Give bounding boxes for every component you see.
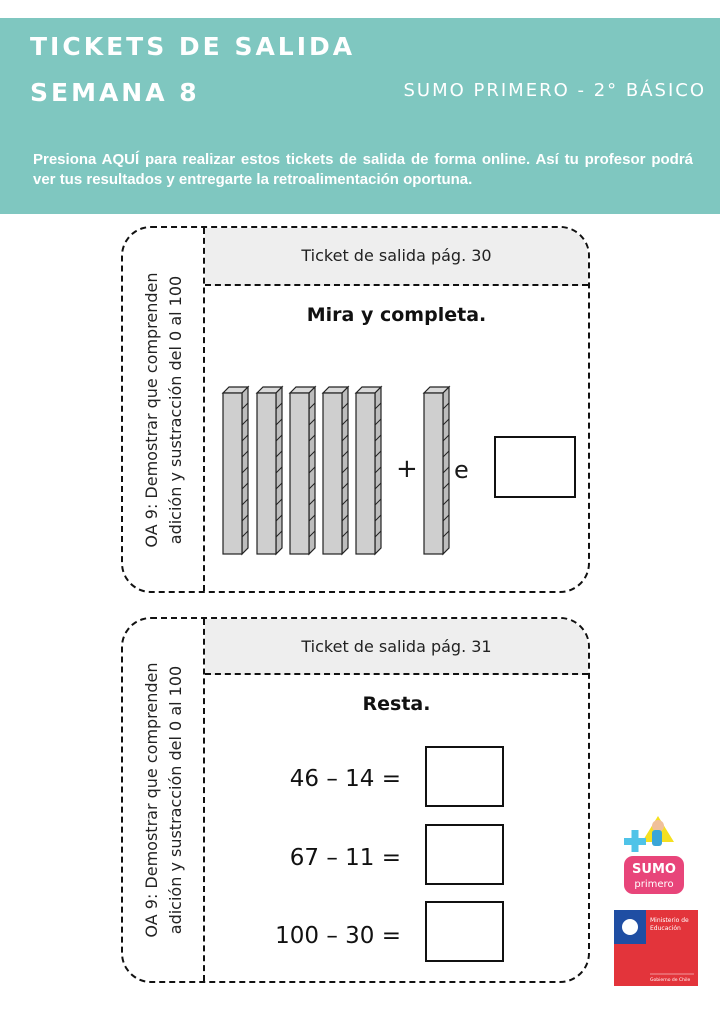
coat-of-arms-icon — [622, 919, 638, 935]
ticket-header-text: Ticket de salida pág. 31 — [301, 637, 492, 656]
learning-objective-text — [140, 255, 188, 565]
learning-objective-panel — [123, 619, 205, 981]
page-title-line2: SEMANA 8 — [30, 78, 200, 107]
ticket-header — [205, 619, 588, 675]
subtraction-equation: 46 – 14 = — [289, 766, 401, 792]
ministerio-educacion-logo — [614, 910, 698, 986]
ticket-header — [205, 228, 588, 286]
answer-box[interactable] — [425, 746, 504, 807]
header-banner — [0, 18, 720, 214]
ten-rod — [323, 387, 348, 554]
ten-rod — [290, 387, 315, 554]
ten-rod — [424, 387, 449, 554]
conjunction-label: e — [454, 456, 469, 484]
ten-rod — [257, 387, 282, 554]
exit-ticket-card-1 — [121, 226, 590, 593]
learning-objective-text — [140, 645, 188, 955]
government-label: Gobierno de Chile — [650, 978, 691, 983]
objective-line2: adición y sustracción del 0 al 100 — [166, 665, 185, 935]
primero-logo-word: primero — [634, 879, 674, 890]
exit-ticket-card-2 — [121, 617, 590, 983]
sumo-logo-word: SUMO — [632, 862, 676, 877]
course-subtitle: SUMO PRIMERO - 2° BÁSICO — [403, 80, 706, 101]
learning-objective-panel — [123, 228, 205, 591]
ministry-name-line1: Ministerio de — [650, 917, 689, 924]
subtraction-equation: 100 – 30 = — [275, 923, 401, 949]
ten-rods-illustration — [217, 384, 457, 556]
plus-sign: + — [396, 454, 418, 484]
answer-box[interactable] — [425, 824, 504, 885]
answer-box[interactable] — [425, 901, 504, 962]
page-title-line1: TICKETS DE SALIDA — [30, 32, 356, 61]
ten-rod — [223, 387, 248, 554]
ministry-name-line2: Educación — [650, 925, 681, 932]
objective-line1: OA 9: Demostrar que comprenden — [142, 662, 161, 938]
sumo-primero-logo — [622, 812, 686, 894]
online-tickets-link[interactable]: Presiona AQUÍ para realizar estos tickets de salida de forma online. Así tu profesor podrá ver tus resultados y entregarte la retroalimentación oportuna. — [33, 151, 693, 188]
ticket-header-text: Ticket de salida pág. 30 — [301, 246, 492, 265]
ticket-instruction: Mira y completa. — [306, 304, 487, 326]
subtraction-equation: 67 – 11 = — [289, 845, 401, 871]
answer-box[interactable] — [494, 436, 576, 498]
objective-line2: adición y sustracción del 0 al 100 — [166, 275, 185, 544]
ten-rod — [356, 387, 381, 554]
ticket-instruction: Resta. — [362, 693, 431, 715]
objective-line1: OA 9: Demostrar que comprenden — [142, 271, 161, 548]
